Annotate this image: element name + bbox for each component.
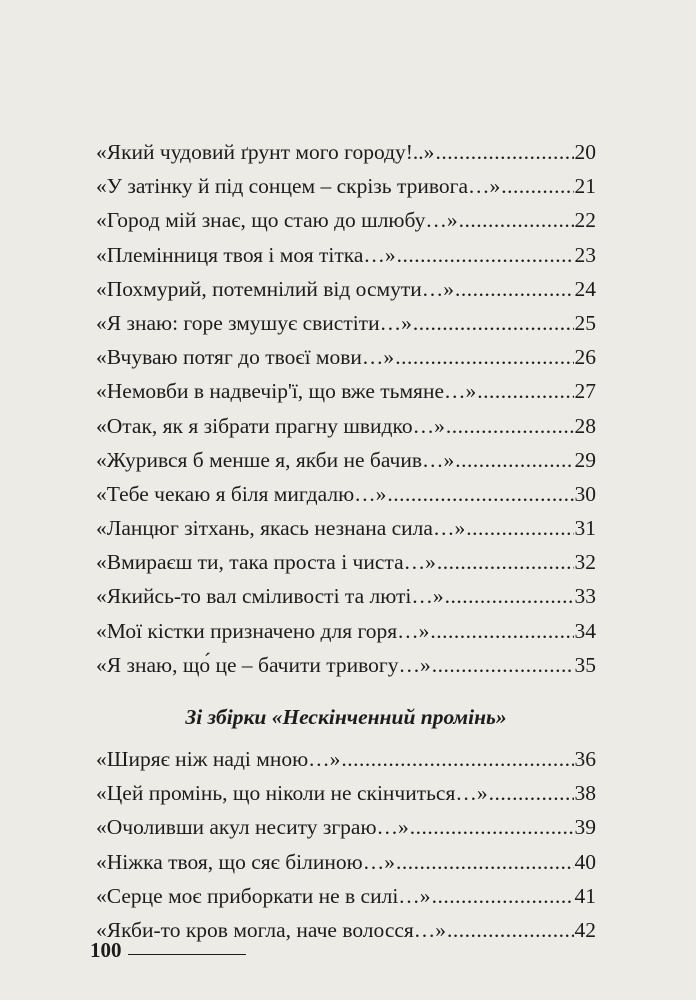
toc-list-first-collection	[96, 140, 596, 687]
toc-leader-dots	[455, 448, 573, 473]
toc-entry	[96, 516, 596, 550]
table-of-contents	[96, 140, 596, 952]
toc-entry	[96, 815, 596, 849]
toc-leader-dots	[432, 884, 574, 909]
toc-entry-title: «Журився б менше я, якби не бачив…»	[96, 447, 455, 472]
toc-entry	[96, 619, 596, 653]
toc-leader-dots	[413, 311, 574, 336]
footer-rule	[128, 954, 246, 955]
toc-entry-page: 36	[574, 747, 596, 771]
toc-entry-title: «Город мій знає, що стаю до шлюбу…»	[96, 208, 458, 233]
toc-entry-page: 31	[574, 516, 596, 541]
toc-entry	[96, 243, 596, 277]
toc-leader-dots	[455, 277, 574, 302]
toc-entry-page: 24	[574, 276, 596, 301]
toc-leader-dots	[341, 747, 573, 772]
toc-entry	[96, 781, 596, 815]
toc-entry	[96, 414, 596, 448]
toc-entry-page: 27	[574, 379, 596, 404]
toc-entry-page: 23	[574, 242, 596, 267]
toc-entry-title: «Ніжка твоя, що сяє білиною…»	[96, 849, 395, 874]
toc-leader-dots	[489, 781, 574, 806]
toc-leader-dots	[447, 918, 573, 943]
toc-entry	[96, 208, 596, 242]
toc-entry	[96, 584, 596, 618]
toc-entry-title: «Якийсь-то вал сміливості та люті…»	[96, 584, 444, 609]
toc-entry-page: 22	[574, 208, 596, 233]
toc-entry-page: 29	[574, 447, 596, 472]
toc-entry	[96, 311, 596, 345]
toc-leader-dots	[432, 653, 574, 678]
toc-entry-page: 41	[574, 883, 596, 908]
toc-entry	[96, 345, 596, 379]
toc-entry	[96, 747, 596, 781]
toc-entry-title: «Вмираєш ти, така проста і чиста…»	[96, 550, 436, 575]
toc-entry	[96, 379, 596, 413]
toc-leader-dots	[446, 414, 574, 439]
toc-entry-title: «Очоливши акул неситу зграю…»	[96, 815, 409, 840]
toc-entry	[96, 140, 596, 174]
toc-leader-dots	[435, 140, 573, 165]
toc-entry-page: 42	[574, 917, 596, 942]
toc-entry	[96, 550, 596, 584]
toc-entry-title: «Серце моє приборкати не в силі…»	[96, 883, 431, 908]
toc-leader-dots	[397, 243, 574, 268]
toc-leader-dots	[430, 619, 573, 644]
toc-entry-title: «Тебе чекаю я біля мигдалю…»	[96, 481, 387, 506]
toc-leader-dots	[395, 345, 573, 370]
toc-entry-title: «Якби-то кров могла, наче волосся…»	[96, 917, 447, 942]
toc-entry-title: «Я знаю: горе змушує свистіти…»	[96, 310, 412, 335]
toc-entry-title: «Цей промінь, що ніколи не скінчиться…»	[96, 781, 488, 806]
toc-entry-title: «Який чудовий ґрунт мого городу!..»	[96, 140, 435, 164]
toc-entry	[96, 850, 596, 884]
toc-leader-dots	[477, 379, 573, 404]
toc-entry	[96, 482, 596, 516]
toc-entry	[96, 174, 596, 208]
toc-entry-page: 30	[574, 481, 596, 506]
toc-entry-page: 21	[574, 174, 596, 199]
toc-entry-title: «Отак, як я зібрати прагну швидко…»	[96, 413, 445, 438]
toc-list-second-collection	[96, 747, 596, 952]
toc-entry-title: «Мої кістки призначено для горя…»	[96, 618, 430, 643]
toc-leader-dots	[466, 516, 573, 541]
toc-entry-title: «Вчуваю потяг до твоєї мови…»	[96, 345, 395, 370]
toc-entry-page: 34	[574, 618, 596, 643]
toc-entry-page: 35	[574, 652, 596, 677]
toc-entry-page: 38	[574, 781, 596, 806]
toc-entry-page: 26	[574, 345, 596, 370]
toc-entry-page: 39	[574, 815, 596, 840]
toc-leader-dots	[437, 550, 574, 575]
toc-entry-page: 28	[574, 413, 596, 438]
toc-entry-page: 32	[574, 550, 596, 575]
toc-entry-title: «Племінниця твоя і моя тітка…»	[96, 242, 396, 267]
toc-leader-dots	[396, 850, 574, 875]
toc-entry	[96, 277, 596, 311]
toc-entry-page: 40	[574, 849, 596, 874]
toc-entry-title: «Похмурий, потемнілий від осмути…»	[96, 276, 454, 301]
toc-leader-dots	[459, 208, 574, 233]
toc-entry	[96, 448, 596, 482]
section-heading: Зі збірки «Нескінченний промінь»	[185, 705, 507, 729]
toc-leader-dots	[501, 174, 573, 199]
toc-entry-title: «Ланцюг зітхань, якась незнана сила…»	[96, 516, 466, 541]
toc-entry-title: «Я знаю, що́ це – бачити тривогу…»	[96, 652, 431, 677]
toc-leader-dots	[410, 815, 574, 840]
toc-entry-page: 20	[574, 140, 596, 164]
toc-entry	[96, 884, 596, 918]
page-footer	[90, 938, 246, 963]
toc-entry-page: 25	[574, 310, 596, 335]
toc-leader-dots	[387, 482, 573, 507]
toc-entry-title: «Немовби в надвечір'ї, що вже тьмяне…»	[96, 379, 477, 404]
toc-leader-dots	[445, 584, 574, 609]
toc-entry-title: «Ширяє ніж наді мною…»	[96, 747, 341, 771]
page-number: 100	[90, 938, 122, 962]
toc-entry	[96, 653, 596, 687]
toc-entry-page: 33	[574, 584, 596, 609]
toc-entry-title: «У затінку й під сонцем – скрізь тривога…»	[96, 174, 501, 199]
